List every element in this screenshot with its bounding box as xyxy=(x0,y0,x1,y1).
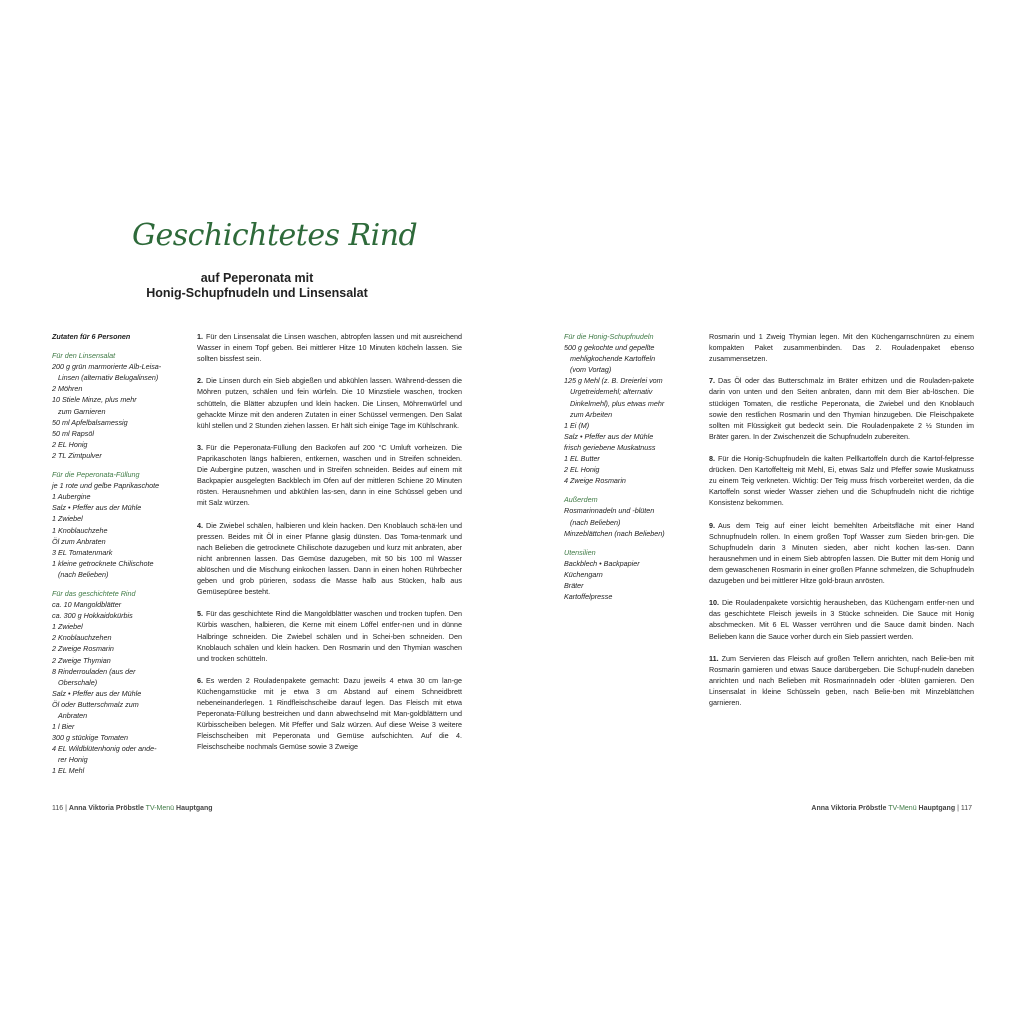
step-text: Das Öl oder das Butterschmalz im Bräter erhitzen und die Rouladen-pakete darin von unten und den Seiten anbraten, dann mit dem Bier ab-löschen. Die stückigen Tomaten, die restliche Peperonata, die Zwiebel und den Knoblauch sowie den restlichen Rosmarin und den Thymian hinzugeben. Die Fleischpakete sollten mit Flüssigkeit gut bedeckt sein. Die Rouladenpakete 2 ½ Stunden im Bräter garen. In der Zwischenzeit die Schupfnudeln zubereiten. xyxy=(709,376,974,441)
ingredient-line: 10 Stiele Minze, plus mehr xyxy=(52,395,137,405)
step-text: Die Linsen durch ein Sieb abgießen und abkühlen lassen. Während-dessen die Möhren putzen, schälen und fein würfeln. Die 10 Minzstiele waschen, trocken schütteln, die Blätter abzupfen und klein hacken. Die Linsen, Möhrenwürfel und gehackte Minze mit den anderen Zutaten in einer Schüssel vermengen. Den Salat kühl stellen und 2 Stunden ziehen lassen. Er hält sich einige Tage im Kühlschrank. xyxy=(197,376,462,430)
ingredient-line: 1 Ei (M) xyxy=(564,420,590,430)
step-number: 8. xyxy=(709,454,715,464)
ingredient-group-heading: Für den Linsensalat xyxy=(52,351,116,361)
step-text: Aus dem Teig auf einer leicht bemehlten Arbeitsfläche mit einer Hand Schnupfnudeln rollen. In einem großen Topf Wasser zum Sieden brin-gen. Die Schupfnudeln darin 3 Minuten sieden, aber nicht kochen las-sen. Dann herausnehmen und in einem Sieb abtropfen lassen. Die Butter mit dem Honig und dem gewaschenen Rosmarin in einer großen Pfanne schmelzen, die Schupfnudeln dazugeben und bei mittlerer Hitze gold-braun anrösten. xyxy=(709,520,974,586)
ingredient-line: 125 g Mehl (z. B. Dreierlei vom xyxy=(564,376,663,386)
ingredient-line: (nach Belieben) xyxy=(570,517,621,527)
ingredient-line: 200 g grün marmorierte Alb-Leisa- xyxy=(52,362,162,372)
step-text: Für den Linsensalat die Linsen waschen, abtropfen lassen und mit ausreichend Wasser in einem Topf geben. Bei mittlerer Hitze 10 Minuten köcheln lassen. Sie sollten bissfest sein. xyxy=(197,332,462,364)
ingredient-line: zum Garnieren xyxy=(58,406,106,416)
ingredient-line: 50 ml Apfelbalsamessig xyxy=(52,417,128,427)
ingredient-gap xyxy=(52,580,187,588)
instruction-step xyxy=(197,375,462,430)
step-text: Für die Honig-Schupfnudeln die kalten Pellkartoffeln durch die Kartof-felpresse drücken. Den Kartoffelteig mit Mehl, Ei, etwas Salz und Pfeffer sowie Muskatnuss zu einem Teig verkneten. Wichtig: Der Teig muss frisch vorbereitet werden, da die Kartoffeln sonst wieder Wasser ziehen und die Schupfnudeln nicht die richtige Konsistenz bekommen. xyxy=(709,454,974,508)
ingredient-line: 2 Möhren xyxy=(52,384,83,394)
step-number: 3. xyxy=(197,442,203,452)
ingredient-line: (nach Belieben) xyxy=(58,569,109,579)
ingredient-line: 4 Zweige Rosmarin xyxy=(564,476,626,486)
instruction-step xyxy=(709,331,974,364)
ingredient-line: Salz • Pfeffer aus der Mühle xyxy=(52,503,142,513)
ingredient-line: Minzeblättchen (nach Belieben) xyxy=(564,528,665,538)
recipe-subtitle xyxy=(142,271,372,301)
step-text: Die Zwiebel schälen, halbieren und klein hacken. Den Knoblauch schä-len und pressen. Beides mit Öl in einer Pfanne glasig dünsten. Das Toma-tenmark und nach Belieben die getrocknete Chilischote dazugeben und kurz mit anbraten, aber nicht anbrennen lassen. Das Gemüse dazugeben, mit 50 bis 100 ml Wasser ablöschen und die Mischung einkochen lassen. Dann in einen hohen Rührbecher geben und grob pürieren, sodass die Masse halb aus Stücken, halb aus Gemüsepüree besteht. xyxy=(197,520,462,597)
step-number: 9. xyxy=(709,520,715,530)
ingredient-line: 2 EL Honig xyxy=(564,465,600,475)
instruction-step xyxy=(709,520,974,587)
step-number: 4. xyxy=(197,520,203,530)
footer-chapter: Hauptgang xyxy=(918,805,956,812)
ingredient-line: 2 EL Honig xyxy=(52,439,88,449)
step-text: Es werden 2 Rouladenpakete gemacht: Dazu jeweils 4 etwa 30 cm lan-ge Küchengarnstücke mit je etwa 3 cm Abstand auf einem Schneidbrett nebeneinanderlegen. 1 Rindfleischscheibe darauf legen. Das Fleisch mit etwa Peperonata-Füllung bestreichen und dann abwechselnd mit Man-goldblättern und Kürbisscheiben belegen. Mit Pfeffer und Salz würzen. Auf diese Weise 3 weitere Fleischscheiben mit Peperonata und Gemüse aufschichten. Auf die 4. Fleischscheibe nochmals Gemüse sowie 3 Zweige xyxy=(197,675,462,752)
ingredient-line: rer Honig xyxy=(58,755,88,765)
right-ingredients-list xyxy=(564,331,699,602)
recipe-title: Geschichtetes Rind xyxy=(132,218,418,253)
instruction-step xyxy=(197,675,462,753)
instruction-step xyxy=(709,653,974,708)
ingredient-line: 2 Zweige Rosmarin xyxy=(52,644,114,654)
instruction-step xyxy=(197,442,462,509)
right-steps-column xyxy=(709,331,974,719)
ingredient-gap xyxy=(52,342,187,350)
ingredient-group-heading: Für die Peperonata-Füllung xyxy=(52,470,140,480)
step-text: Rosmarin und 1 Zweig Thymian legen. Mit den Küchengarnschnüren zu einem kompakten Paket zusammenbinden. Das 2. Rouladenpaket ebenso zusammensetzen. xyxy=(709,332,974,364)
ingredient-line: 2 Knoblauchzehen xyxy=(52,633,112,643)
instruction-step xyxy=(709,453,974,508)
ingredient-line: zum Arbeiten xyxy=(570,409,613,419)
instruction-step xyxy=(709,375,974,442)
ingredient-line: ca. 300 g Hokkaidokürbis xyxy=(52,611,133,621)
left-ingredients-list xyxy=(52,331,187,777)
ingredient-line: Bräter xyxy=(564,580,584,590)
footer-menu: TV-Menü xyxy=(145,805,175,812)
ingredient-group-heading: Außerdem xyxy=(564,495,598,505)
left-steps-column xyxy=(197,331,462,764)
ingredient-line: Rosmarinnadeln und -blüten xyxy=(564,506,655,516)
ingredient-gap xyxy=(564,539,699,547)
step-number: 7. xyxy=(709,376,715,386)
footer-right xyxy=(811,805,972,812)
ingredient-line: 300 g stückige Tomaten xyxy=(52,733,129,743)
ingredient-line: Kartoffelpresse xyxy=(564,592,613,602)
step-number: 2. xyxy=(197,376,203,386)
instruction-step xyxy=(197,331,462,364)
ingredient-line: 1 Knoblauchzehe xyxy=(52,525,108,535)
footer-menu: TV-Menü xyxy=(888,805,917,812)
ingredient-line: Öl zum Anbraten xyxy=(52,536,106,546)
ingredient-line: 1 kleine getrocknete Chilischote xyxy=(52,558,154,568)
ingredient-line: 2 Zweige Thymian xyxy=(52,655,111,665)
ingredient-line: mehligkochende Kartoffeln xyxy=(570,354,656,364)
step-number: 1. xyxy=(197,332,203,341)
instruction-step xyxy=(197,608,462,663)
ingredient-line: 2 TL Zimtpulver xyxy=(52,450,102,460)
step-text: Zum Servieren das Fleisch auf großen Tellern anrichten, nach Belie-ben mit Rosmarin garnieren und etwas Sauce darübergeben. Die Schupf-nudeln daneben anrichten und nach Belieben mit Rosmarinnadeln oder -blüten garnieren. Den Linsensalat in kleine Schüsseln geben, nach Belie-ben mit Minzeblättchen garnieren. xyxy=(709,653,974,708)
ingredient-line: 50 ml Rapsöl xyxy=(52,428,94,438)
footer-left xyxy=(52,805,213,812)
ingredient-gap xyxy=(564,486,699,494)
ingredient-line: 1 l Bier xyxy=(52,722,75,732)
ingredient-line: 1 Zwiebel xyxy=(52,514,83,524)
ingredient-line: 3 EL Tomatenmark xyxy=(52,547,113,557)
page-number: | 117 xyxy=(957,805,972,812)
ingredient-line: (vom Vortag) xyxy=(570,365,612,375)
step-text: Für die Peperonata-Füllung den Backofen auf 200 °C Umluft vorheizen. Die Paprikaschoten längs halbieren, entkernen, waschen und in Streifen schneiden. Die Aubergine putzen, waschen und in Streifen schneiden. Beides auf einem mit Backpapier ausgelegten Backblech im Ofen auf der mittleren Schiene 20 Minuten rösten. Herausnehmen und abkühlen las-sen, dann in eine Schüssel geben und mit Salz würzen. xyxy=(197,442,462,508)
ingredient-group-heading: Utensilien xyxy=(564,547,596,557)
step-number: 5. xyxy=(197,609,203,619)
ingredient-line: 4 EL Wildblütenhonig oder ande- xyxy=(52,744,157,754)
step-number: 10. xyxy=(709,598,719,608)
page-number: 116 | xyxy=(52,805,67,812)
ingredient-gap xyxy=(52,461,187,469)
ingredient-line: ca. 10 Mangoldblätter xyxy=(52,600,122,610)
footer-author: Anna Viktoria Pröbstle xyxy=(811,805,887,812)
servings-label: Zutaten für 6 Personen xyxy=(52,332,131,341)
ingredient-group-heading: Für die Honig-Schupfnudeln xyxy=(564,332,654,341)
ingredient-group-heading: Für das geschichtete Rind xyxy=(52,588,136,598)
ingredient-line: 1 EL Butter xyxy=(564,454,600,464)
ingredient-line: Linsen (alternativ Belugalinsen) xyxy=(58,373,159,383)
step-number: 11. xyxy=(709,653,719,663)
ingredient-line: 1 Zwiebel xyxy=(52,622,83,632)
ingredient-line: 500 g gekochte und gepellte xyxy=(564,343,655,353)
ingredient-line: je 1 rote und gelbe Paprikaschote xyxy=(52,481,160,491)
ingredient-line: Urgetreidemehl; alternativ xyxy=(570,387,653,397)
instruction-step xyxy=(197,520,462,598)
subtitle-line: auf Peperonata mit xyxy=(200,271,314,285)
ingredient-line: Küchengarn xyxy=(564,569,603,579)
instruction-step xyxy=(709,597,974,641)
step-text: Für das geschichtete Rind die Mangoldblätter waschen und trocken tupfen. Den Kürbis waschen, halbieren, die Kerne mit einem Löffel entfer-nen und in dünne Halbringe schneiden. Die Zwiebel schälen und in Schei-ben schneiden. Den Knoblauch schälen und klein hacken. Den Rosmarin und den Thymian waschen und trocken schütteln. xyxy=(197,609,462,663)
ingredient-line: 1 EL Mehl xyxy=(52,766,85,776)
footer-chapter: Hauptgang xyxy=(176,805,213,812)
subtitle-line: Honig-Schupfnudeln und Linsensalat xyxy=(146,286,368,300)
ingredient-line: 1 Aubergine xyxy=(52,492,91,502)
ingredient-line: 8 Rinderrouladen (aus der xyxy=(52,666,136,676)
ingredient-line: Oberschale) xyxy=(58,677,98,687)
step-number: 6. xyxy=(197,675,203,685)
ingredient-line: Anbraten xyxy=(58,711,88,720)
ingredient-line: frisch geriebene Muskatnuss xyxy=(564,442,656,452)
ingredient-line: Salz • Pfeffer aus der Mühle xyxy=(564,431,654,441)
ingredient-line: Dinkelmehl), plus etwas mehr xyxy=(570,398,665,408)
ingredient-line: Salz • Pfeffer aus der Mühle xyxy=(52,688,142,698)
step-text: Die Rouladenpakete vorsichtig herausheben, das Küchengarn entfer-nen und das geschichtete Fleisch jeweils in 3 Stücke schneiden. Die Sauce mit Honig abschmecken. Mit 6 EL Wasser verrühren und die Sauce damit binden. Nach Belieben kann die Sauce vorher durch ein Sieb passiert werden. xyxy=(709,598,974,641)
ingredient-line: Backblech • Backpapier xyxy=(564,558,640,568)
ingredient-line: Öl oder Butterschmalz zum xyxy=(52,699,139,709)
footer-author: Anna Viktoria Pröbstle xyxy=(68,805,144,812)
